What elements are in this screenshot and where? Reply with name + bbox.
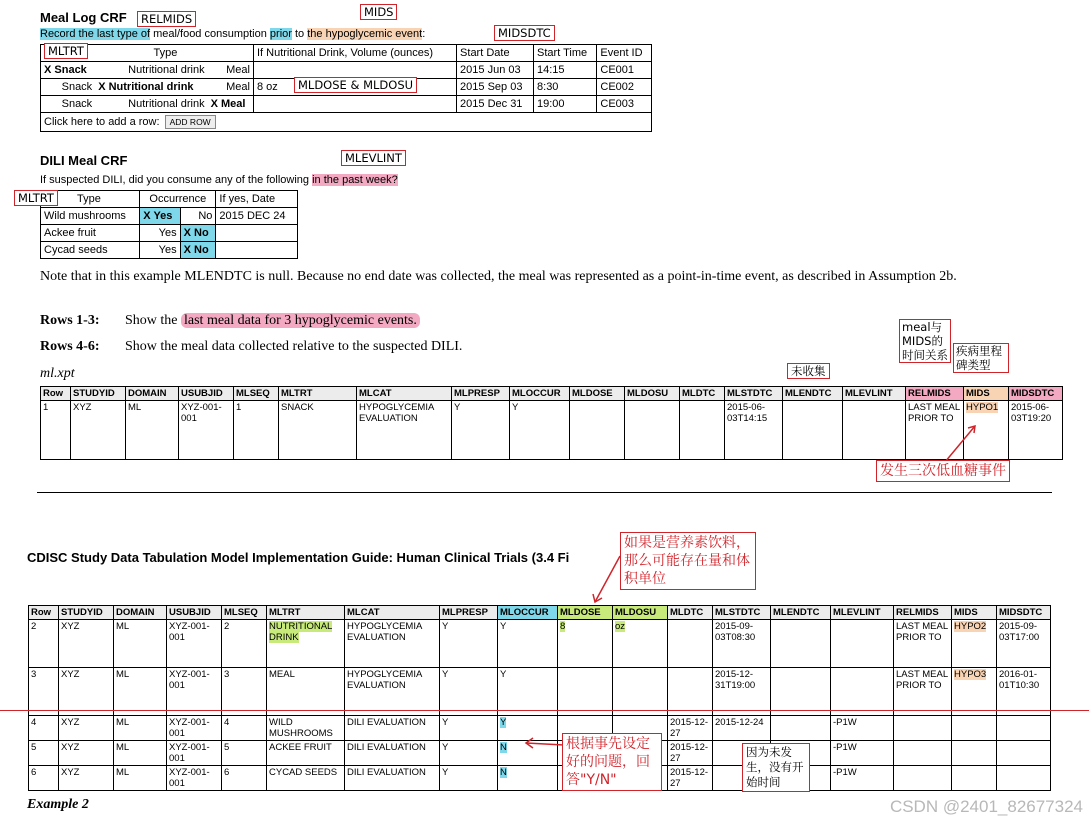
annotation-mltrt-1: MLTRT	[44, 43, 88, 59]
cell-mlendtc	[771, 668, 831, 716]
cell-mlpresp: Y	[452, 401, 510, 460]
sdtm-table-2	[28, 605, 1051, 791]
dili-type: Wild mushrooms	[41, 208, 140, 225]
option-nutritional-drink[interactable]: Nutritional drink	[95, 96, 207, 113]
cell-usubjid: XYZ-001-001	[167, 716, 222, 741]
cell-relmids	[894, 716, 952, 741]
column-header-mldose: MLDOSE	[558, 606, 613, 620]
start-date-cell[interactable]: 2015 Dec 31	[457, 96, 534, 113]
option-no[interactable]: X No	[180, 225, 216, 242]
column-header-usubjid: USUBJID	[167, 606, 222, 620]
cell-mlpresp: Y	[440, 716, 498, 741]
column-header-mlstdtc: MLSTDTC	[725, 387, 783, 401]
header-type: Type	[41, 45, 254, 62]
table-row	[29, 766, 1051, 791]
dili-crf-row	[41, 208, 298, 225]
header-type: Type	[41, 191, 140, 208]
cell-domain: ML	[114, 668, 167, 716]
sdtm-table-1	[40, 386, 1063, 460]
cell-mltrt: MEAL	[267, 668, 345, 716]
column-header-domain: DOMAIN	[126, 387, 179, 401]
cell-mlseq: 5	[222, 741, 267, 766]
cell-row: 3	[29, 668, 59, 716]
annotation-mids: MIDS	[360, 4, 397, 20]
table-row	[29, 620, 1051, 668]
rows13-line: Rows 1-3: Show the last meal data for 3 hypoglycemic events.	[40, 313, 420, 329]
volume-cell[interactable]	[253, 96, 456, 113]
cell-mldosu	[613, 668, 668, 716]
cell-mlpresp: Y	[440, 766, 498, 791]
start-time-cell[interactable]: 19:00	[534, 96, 597, 113]
cell-mloccur: N	[498, 741, 558, 766]
cell-mlevlint: -P1W	[831, 766, 894, 791]
event-id-cell: CE003	[597, 96, 652, 113]
cell-row: 5	[29, 741, 59, 766]
cell-mltrt: NUTRITIONAL DRINK	[267, 620, 345, 668]
annotation-meal-mids: meal与MIDS的时间关系	[899, 319, 951, 363]
option-snack[interactable]: X Snack	[41, 62, 96, 79]
example-label: Example 2	[27, 797, 89, 812]
cell-mldosu	[625, 401, 680, 460]
dili-crf-title: DILI Meal CRF	[40, 153, 128, 168]
rows46-label: Rows 4-6:	[40, 339, 100, 354]
cell-midsdtc: 2015-06-03T19:20	[1009, 401, 1063, 460]
dili-crf-row	[41, 225, 298, 242]
add-row-button[interactable]: ADD ROW	[165, 115, 216, 129]
cell-mlstdtc: 2015-09-03T08:30	[713, 620, 771, 668]
watermark: CSDN @2401_82677324	[889, 797, 1083, 816]
cell-mlstdtc: 2015-12-31T19:00	[713, 668, 771, 716]
rows13-highlight: last meal data for 3 hypoglycemic events.	[181, 313, 420, 328]
add-row-line	[41, 113, 652, 132]
column-header-mlcat: MLCAT	[345, 606, 440, 620]
cell-mlevlint	[831, 620, 894, 668]
dili-crf-table	[40, 190, 298, 259]
column-header-mlstdtc: MLSTDTC	[713, 606, 771, 620]
cell-midsdtc: 2016-01-01T10:30	[997, 668, 1051, 716]
dili-crf-row	[41, 242, 298, 259]
rows13-label: Rows 1-3:	[40, 313, 100, 328]
cell-row: 1	[41, 401, 71, 460]
arrow-to-occur	[522, 735, 567, 755]
header-volume: If Nutritional Drink, Volume (ounces)	[253, 45, 456, 62]
annotation-mltrt-2: MLTRT	[14, 190, 58, 206]
meal-crf-title: Meal Log CRF	[40, 10, 127, 25]
cell-mlcat: HYPOGLYCEMIA EVALUATION	[345, 668, 440, 716]
date-cell[interactable]	[216, 225, 298, 242]
annotation-no-start: 因为未发生，没有开始时间	[742, 743, 810, 792]
cell-mids	[952, 766, 997, 791]
column-header-mlcat: MLCAT	[357, 387, 452, 401]
cell-mltrt: ACKEE FRUIT	[267, 741, 345, 766]
column-header-mlendtc: MLENDTC	[783, 387, 843, 401]
cell-mlcat: DILI EVALUATION	[345, 741, 440, 766]
option-meal[interactable]: Meal	[208, 79, 254, 96]
column-header-usubjid: USUBJID	[179, 387, 234, 401]
option-snack[interactable]: Snack	[41, 79, 96, 96]
cell-mlstdtc: 2015-12-24	[713, 716, 771, 741]
cell-mloccur: Y	[498, 620, 558, 668]
annotation-nutrition-note: 如果是营养素饮料，那么可能存在量和体积单位	[620, 532, 756, 590]
cell-mlendtc	[771, 620, 831, 668]
cell-mlpresp: Y	[440, 620, 498, 668]
inst-highlight-event: the hypoglycemic event	[307, 28, 423, 40]
column-header-mlseq: MLSEQ	[222, 606, 267, 620]
option-no[interactable]: X No	[180, 242, 216, 259]
cell-mldtc: 2015-12-27	[668, 766, 713, 791]
cell-row: 6	[29, 766, 59, 791]
cell-mlseq: 2	[222, 620, 267, 668]
cell-mldtc	[680, 401, 725, 460]
annotation-mldose: MLDOSE & MLDOSU	[294, 77, 417, 93]
arrow-to-hypo1	[930, 420, 990, 465]
annotation-mlevlint: MLEVLINT	[341, 150, 406, 166]
header-date: If yes, Date	[216, 191, 298, 208]
column-header-domain: DOMAIN	[114, 606, 167, 620]
column-header-relmids: RELMIDS	[906, 387, 964, 401]
cell-mltrt: WILD MUSHROOMS	[267, 716, 345, 741]
header-event-id: Event ID	[597, 45, 652, 62]
column-header-midsdtc: MIDSDTC	[997, 606, 1051, 620]
cell-mids: HYPO2	[952, 620, 997, 668]
option-meal[interactable]: X Meal	[208, 96, 254, 113]
cell-mldose: 8	[558, 620, 613, 668]
sdtm-header-row	[41, 387, 1063, 401]
column-header-mloccur: MLOCCUR	[510, 387, 570, 401]
annotation-yn-note: 根据事先设定好的问题，回答"Y/N"	[562, 733, 662, 791]
cell-mloccur: Y	[498, 716, 558, 741]
cell-mldtc: 2015-12-27	[668, 716, 713, 741]
annotation-relmids: RELMIDS	[137, 11, 196, 27]
dili-crf-instruction: If suspected DILI, did you consume any of the following in the past week?	[40, 174, 398, 186]
header-occurrence: Occurrence	[140, 191, 216, 208]
cell-studyid: XYZ	[71, 401, 126, 460]
cell-studyid: XYZ	[59, 716, 114, 741]
cell-midsdtc	[997, 716, 1051, 741]
cell-studyid: XYZ	[59, 741, 114, 766]
rows46-line: Rows 4-6: Show the meal data collected relative to the suspected DILI.	[40, 339, 463, 354]
cell-mids	[952, 716, 997, 741]
table-row	[29, 668, 1051, 716]
cell-midsdtc	[997, 766, 1051, 791]
cell-mloccur: N	[498, 766, 558, 791]
cell-mltrt: SNACK	[279, 401, 357, 460]
start-time-cell[interactable]: 8:30	[534, 79, 597, 96]
annotation-midsdtc: MIDSDTC	[494, 25, 555, 41]
cell-midsdtc	[997, 741, 1051, 766]
start-date-cell[interactable]: 2015 Jun 03	[457, 62, 534, 79]
annotation-disease-type: 疾病里程碑类型	[953, 343, 1009, 373]
annotation-three-events: 发生三次低血糖事件	[876, 460, 1010, 482]
header-start-time: Start Time	[534, 45, 597, 62]
event-id-cell: CE002	[597, 79, 652, 96]
cell-mldtc: 2015-12-27	[668, 741, 713, 766]
file-name: ml.xpt	[40, 366, 75, 381]
add-row-label: Click here to add a row:	[44, 116, 160, 128]
cell-row: 4	[29, 716, 59, 741]
cell-mids: HYPO1	[964, 401, 1009, 460]
red-rule	[0, 710, 1089, 711]
dili-type: Ackee fruit	[41, 225, 140, 242]
cell-studyid: XYZ	[59, 766, 114, 791]
cell-mlcat: HYPOGLYCEMIA EVALUATION	[345, 620, 440, 668]
volume-cell[interactable]: 8 oz	[253, 79, 456, 96]
cell-mlcat: DILI EVALUATION	[345, 716, 440, 741]
column-header-mlendtc: MLENDTC	[771, 606, 831, 620]
cell-usubjid: XYZ-001-001	[167, 741, 222, 766]
cell-mldtc	[668, 668, 713, 716]
cell-mlendtc	[783, 401, 843, 460]
cell-usubjid: XYZ-001-001	[167, 668, 222, 716]
cell-mldtc	[668, 620, 713, 668]
cell-domain: ML	[126, 401, 179, 460]
option-meal[interactable]: Meal	[208, 62, 254, 79]
column-header-midsdtc: MIDSDTC	[1009, 387, 1063, 401]
column-header-mldose: MLDOSE	[570, 387, 625, 401]
cell-mids: HYPO3	[952, 668, 997, 716]
volume-cell[interactable]	[253, 62, 456, 79]
column-header-mloccur: MLOCCUR	[498, 606, 558, 620]
inst-highlight-prior: prior	[269, 28, 292, 40]
cell-mldose	[558, 668, 613, 716]
cell-studyid: XYZ	[59, 668, 114, 716]
table-row	[41, 401, 1063, 460]
column-header-mltrt: MLTRT	[279, 387, 357, 401]
note-paragraph: Note that in this example MLENDTC is null. Because no end date was collected, the meal was represented as a point-in-time event, as described in Assumption 2b.	[40, 269, 957, 284]
column-header-mlpresp: MLPRESP	[440, 606, 498, 620]
cell-mldosu: oz	[613, 620, 668, 668]
cell-midsdtc: 2015-09-03T17:00	[997, 620, 1051, 668]
meal-crf-row	[41, 62, 652, 79]
start-date-cell[interactable]: 2015 Sep 03	[457, 79, 534, 96]
cell-relmids: LAST MEAL PRIOR TO	[894, 620, 952, 668]
cell-mloccur: Y	[510, 401, 570, 460]
option-nutritional-drink[interactable]: X Nutritional drink	[95, 79, 207, 96]
cell-mlstdtc: 2015-06-03T14:15	[725, 401, 783, 460]
cell-mldose	[570, 401, 625, 460]
cell-mlevlint: -P1W	[831, 716, 894, 741]
column-header-mltrt: MLTRT	[267, 606, 345, 620]
column-header-mlpresp: MLPRESP	[452, 387, 510, 401]
column-header-mlevlint: MLEVLINT	[843, 387, 906, 401]
cell-mlpresp: Y	[440, 668, 498, 716]
column-header-mldtc: MLDTC	[680, 387, 725, 401]
column-header-mldtc: MLDTC	[668, 606, 713, 620]
cell-usubjid: XYZ-001-001	[167, 766, 222, 791]
cell-relmids: LAST MEAL PRIOR TO	[894, 668, 952, 716]
cell-domain: ML	[114, 620, 167, 668]
cell-mltrt: CYCAD SEEDS	[267, 766, 345, 791]
cell-mlendtc	[771, 716, 831, 741]
cell-mlcat: DILI EVALUATION	[345, 766, 440, 791]
header-start-date: Start Date	[457, 45, 534, 62]
dili-type: Cycad seeds	[41, 242, 140, 259]
cell-mlseq: 4	[222, 716, 267, 741]
column-header-row: Row	[41, 387, 71, 401]
column-header-mldosu: MLDOSU	[613, 606, 668, 620]
option-no[interactable]: No	[180, 208, 216, 225]
option-yes[interactable]: Yes	[140, 225, 180, 242]
cell-mlseq: 3	[222, 668, 267, 716]
option-yes[interactable]: X Yes	[140, 208, 180, 225]
column-header-mids: MIDS	[952, 606, 997, 620]
column-header-relmids: RELMIDS	[894, 606, 952, 620]
meal-crf-instruction: Record the last type of meal/food consumption prior to the hypoglycemic event:	[40, 28, 426, 40]
inst-highlight-past-week: in the past week?	[312, 174, 398, 186]
column-header-row: Row	[29, 606, 59, 620]
cell-usubjid: XYZ-001-001	[167, 620, 222, 668]
cell-mids	[952, 741, 997, 766]
arrow-to-mldose	[585, 552, 625, 607]
option-snack[interactable]: Snack	[41, 96, 96, 113]
meal-crf-row	[41, 96, 652, 113]
cell-mlseq: 1	[234, 401, 279, 460]
column-header-mids: MIDS	[964, 387, 1009, 401]
cell-mlpresp: Y	[440, 741, 498, 766]
cell-mlevlint: -P1W	[831, 741, 894, 766]
inst-highlight-last-type: Record the last type of	[40, 28, 151, 40]
cell-row: 2	[29, 620, 59, 668]
cell-domain: ML	[114, 741, 167, 766]
column-header-studyid: STUDYID	[59, 606, 114, 620]
option-yes[interactable]: Yes	[140, 242, 180, 259]
cell-relmids	[894, 741, 952, 766]
column-header-mldosu: MLDOSU	[625, 387, 680, 401]
column-header-mlseq: MLSEQ	[234, 387, 279, 401]
page-header: CDISC Study Data Tabulation Model Implementation Guide: Human Clinical Trials (3.4 Fi	[27, 550, 570, 565]
cell-usubjid: XYZ-001-001	[179, 401, 234, 460]
column-header-studyid: STUDYID	[71, 387, 126, 401]
cell-mlevlint	[843, 401, 906, 460]
cell-relmids: LAST MEAL PRIOR TO	[906, 401, 964, 460]
cell-mlevlint	[831, 668, 894, 716]
date-cell[interactable]	[216, 242, 298, 259]
dili-crf-header	[41, 191, 298, 208]
date-cell[interactable]: 2015 DEC 24	[216, 208, 298, 225]
cell-mlseq: 6	[222, 766, 267, 791]
option-nutritional-drink[interactable]: Nutritional drink	[95, 62, 207, 79]
sdtm-header-row	[29, 606, 1051, 620]
column-header-mlevlint: MLEVLINT	[831, 606, 894, 620]
cell-studyid: XYZ	[59, 620, 114, 668]
cell-mloccur: Y	[498, 668, 558, 716]
start-time-cell[interactable]: 14:15	[534, 62, 597, 79]
annotation-not-collected: 未收集	[787, 363, 830, 379]
page-divider	[37, 492, 1052, 493]
cell-domain: ML	[114, 766, 167, 791]
meal-crf-header	[41, 45, 652, 62]
cell-domain: ML	[114, 716, 167, 741]
event-id-cell: CE001	[597, 62, 652, 79]
cell-mlcat: HYPOGLYCEMIA EVALUATION	[357, 401, 452, 460]
cell-relmids	[894, 766, 952, 791]
